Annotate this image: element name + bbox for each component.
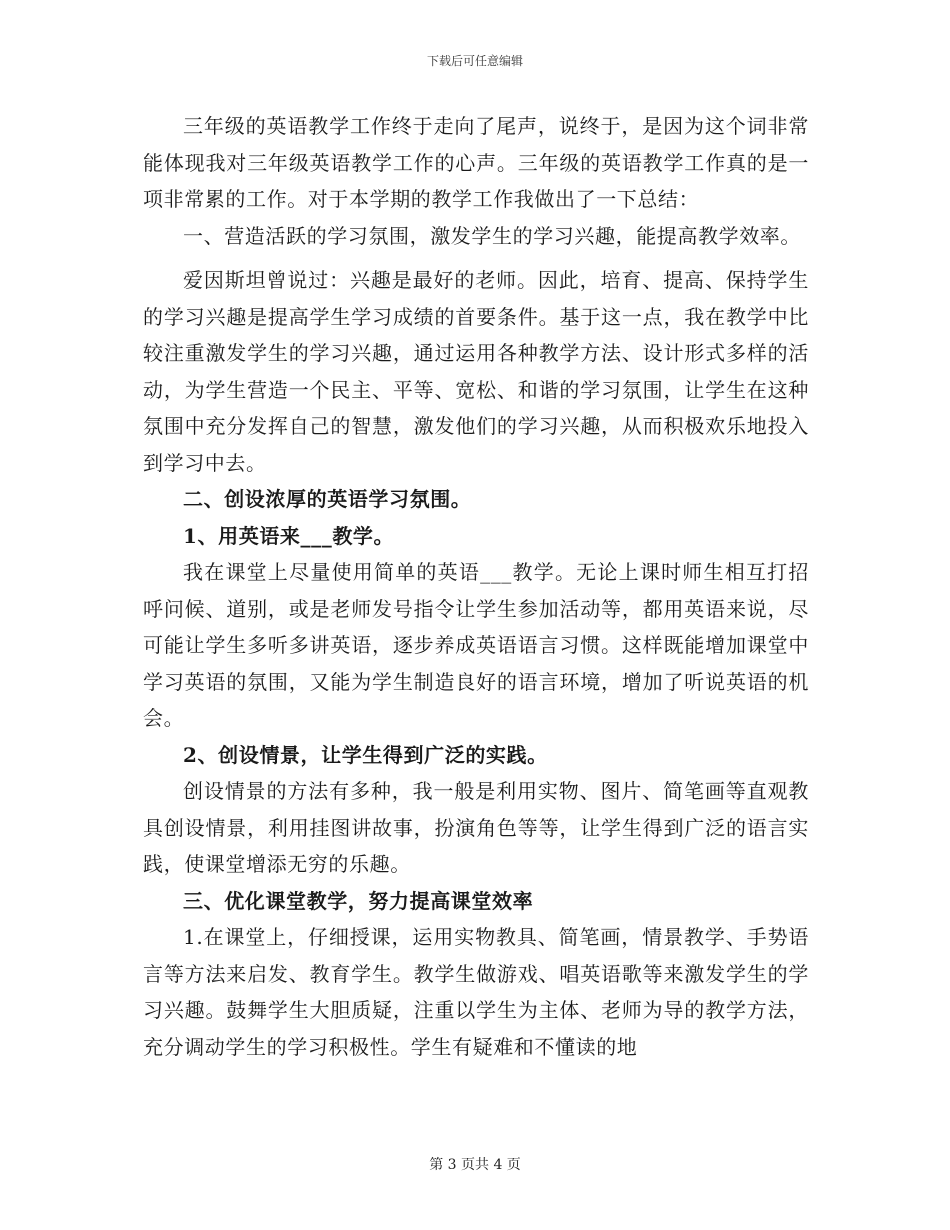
paragraph-einstein: 爱因斯坦曾说过：兴趣是最好的老师。因此，培育、提高、保持学生的学习兴趣是提高学生学习成绩的首要条件。基于这一点，我在教学中比较注重激发学生的学习兴趣，通过运用各种教学方法、设计形式多样的活动，为学生营造一个民主、平等、宽松、和谐的学习氛围，让学生在这种氛围中充分发挥自己的智慧，激发他们的学习兴趣，从而积极欢乐地投入到学习中去。 [143,268,809,475]
paragraph-scenarios: 创设情景的方法有多种，我一般是利用实物、图片、简笔画等直观教具创设情景，利用挂图讲故事，扮演角色等等，让学生得到广泛的语言实践，使课堂增添无穷的乐趣。 [143,779,809,876]
heading-section-3: 三、优化课堂教学，努力提高课堂效率 [183,888,534,913]
paragraph-section-1-heading: 一、营造活跃的学习氛围，激发学生的学习兴趣，能提高教学效率。 [183,223,801,248]
page-number: 第 3 页共 4 页 [429,1157,521,1173]
heading-subsection-2-1: 1、用英语来___教学。 [183,523,395,548]
heading-section-2: 二、创设浓厚的英语学习氛围。 [183,487,472,511]
document-body [143,108,809,1065]
heading-subsection-2-2: 2、创设情景，让学生得到广泛的实践。 [183,742,548,767]
paragraph-english-teaching: 我在课堂上尽量使用简单的英语___教学。无论上课时师生相互打招呼问候、道别，或是老师发号指令让学生参加活动等，都用英语来说，尽可能让学生多听多讲英语，逐步养成英语语言习惯。这样既能增加课堂中学习英语的氛围，又能为学生制造良好的语言环境，增加了听说英语的机会。 [143,560,809,730]
page-header-note: 下载后可任意编辑 [426,54,523,68]
paragraph-intro: 三年级的英语教学工作终于走向了尾声，说终于，是因为这个词非常能体现我对三年级英语教学工作的心声。三年级的英语教学工作真的是一项非常累的工作。对于本学期的教学工作我做出了一下总结： [143,114,809,211]
paragraph-classroom: 1.在课堂上，仔细授课，运用实物教具、简笔画，情景教学、手势语言等方法来启发、教育学生。教学生做游戏、唱英语歌等来激发学生的学习兴趣。鼓舞学生大胆质疑，注重以学生为主体、老师为导的教学方法，充分调动学生的学习积极性。学生有疑难和不懂读的地 [143,925,809,1059]
